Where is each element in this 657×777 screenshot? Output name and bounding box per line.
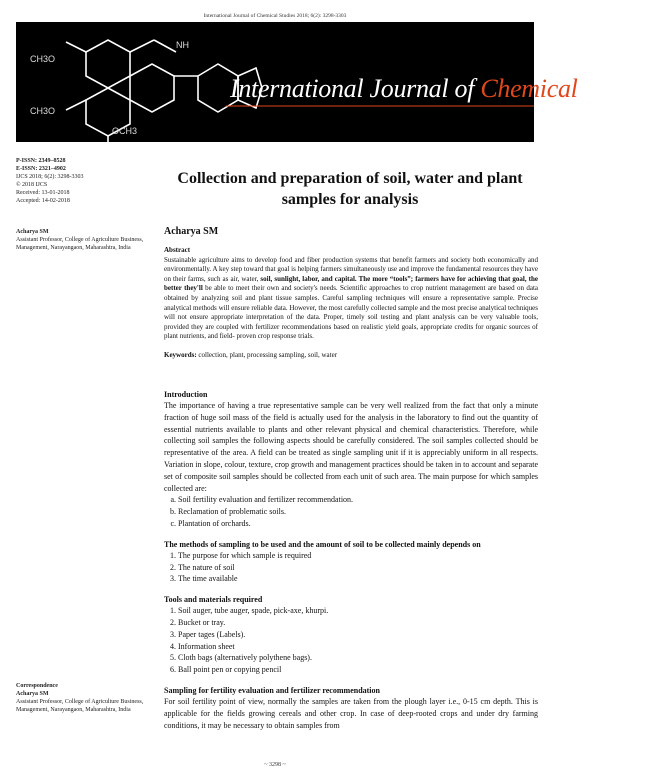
journal-title — [230, 74, 657, 104]
journal-name-part3: Studies — [577, 74, 657, 103]
list-item: 6. Ball point pen or copying pencil — [178, 664, 538, 676]
keywords — [164, 351, 538, 361]
list-item: 1. The purpose for which sample is required — [178, 550, 538, 562]
paper-author: Acharya SM — [164, 226, 219, 237]
list-item: c. Plantation of orchards. — [178, 518, 538, 530]
methods-list — [164, 550, 538, 585]
pissn: P-ISSN: 2349–8528 — [16, 158, 66, 164]
tools-heading: Tools and materials required — [164, 595, 263, 605]
correspondence-block — [16, 682, 146, 714]
list-item: 2. The nature of soil — [178, 562, 538, 574]
correspondence-affiliation: Assistant Professor, College of Agriculture Business, Management, Narayangaon, Maharashtra, India — [16, 699, 144, 713]
left-author-affiliation: Assistant Professor, College of Agriculture Business, Management, Narayangaon, Maharashtra, India — [16, 237, 144, 251]
banner-label-nh: NH — [176, 40, 189, 50]
journal-name-part1: International Journal of — [230, 74, 481, 103]
introduction-heading: Introduction — [164, 390, 208, 399]
methods-heading: The methods of sampling to be used and the amount of soil to be collected mainly depends on — [164, 539, 481, 549]
abstract-heading: Abstract — [164, 246, 191, 254]
list-item: 3. Paper tages (Labels). — [178, 629, 538, 641]
list-item: 4. Information sheet — [178, 641, 538, 653]
journal-banner — [16, 22, 657, 142]
list-item: b. Reclamation of problematic soils. — [178, 506, 538, 518]
journal-name-accent: Chemical — [480, 74, 578, 103]
copyright: © 2018 IJCS — [16, 182, 48, 188]
left-author-block — [16, 228, 146, 252]
eissn: E-ISSN: 2321–4902 — [16, 166, 66, 172]
introduction-text: The importance of having a true representative sample can be very well realized from the fact that only a minute fraction of huge soil mass of the field is actually used for the analysis in the laboratory to find out the quantity of essential nutrients available to plants and other relevant physical and chemical characteristics. Therefore, while collecting soil samples the following aspects should be carefully considered. The soil samples collected should be representative of the area. A field can be treated as single sampling unit if it is appreciably uniform in all respects. Variation in slope, colour, texture, crop growth and management practices should be taken in to account and separate set of composite soil samples should be collected from each unit of such area. The main purpose for which samples collected are: — [164, 401, 538, 493]
banner-label-och3: OCH3 — [112, 126, 138, 136]
abstract-text-2: be able to meet their own and society's needs. Scientific approaches to crop nutrient management are based on data obtained by analyzing soil and plant tissue samples. Careful sampling techniques will ensure a representative sample. Precise analytical methods will ensure reliable data. However, the most carefully collected sample and the most precise analytical techniques will not ensure appropriate interpretation of the data. Proper, timely soil testing and plant analysis can be very valuable tools, provided they are coupled with fertilizer recommendations based on realistic yield goals, appropriate credits for organic sources of plant nutrients, and field- proven crop response trials. — [164, 284, 538, 341]
list-item: a. Soil fertility evaluation and fertilizer recommendation. — [178, 494, 538, 506]
abstract — [164, 246, 538, 361]
left-author-name: Acharya SM — [16, 229, 49, 235]
accepted-date: Accepted: 14-02-2018 — [16, 198, 70, 204]
purpose-list — [164, 494, 538, 529]
tools-list — [164, 605, 538, 676]
keywords-text: collection, plant, processing sampling, soil, water — [196, 350, 338, 359]
received-date: Received: 13-01-2018 — [16, 190, 70, 196]
correspondence-name: Acharya SM — [16, 691, 49, 697]
paper-title: Collection and preparation of soil, water and plant samples for analysis — [177, 170, 523, 208]
article-meta — [16, 157, 146, 205]
list-item: 1. Soil auger, tube auger, spade, pick-axe, khurpi. — [178, 605, 538, 617]
abstract-text-1: Sustainable agriculture aims to develop food and fiber production systems that benefit farmers and society both economically and environmentally. A key step toward that goal is helping farmers simultaneously use and improve the fundamental resources they have on their farms, such as air, water, — [164, 255, 538, 283]
ijcs-citation: IJCS 2018; 6(2): 3298-3303 — [16, 174, 84, 180]
body-column — [164, 390, 538, 731]
list-item: 3. The time available — [178, 573, 538, 585]
list-item: 2. Bucket or tray. — [178, 617, 538, 629]
correspondence-label: Correspondence — [16, 683, 58, 689]
banner-label-ch3o-2: CH3O — [30, 106, 56, 116]
abstract-text-bold: soil, sunlight, labor, and capital. The more “tools”; farmers have for achieving that goal, the better they'll — [164, 274, 539, 293]
fertility-heading: Sampling for fertility evaluation and fertilizer recommendation — [164, 685, 380, 695]
page-number: ~ 3298 ~ — [264, 762, 286, 768]
fertility-text: For soil fertility point of view, normally the samples are taken from the plough layer i.e., 0-15 cm depth. This is applicable for the fields growing cereals and other crop. In case of deep-rooted crops and under dry farming conditions, it may be necessary to obtain samples from — [164, 696, 538, 730]
keywords-label: Keywords: — [164, 350, 197, 359]
banner-label-ch3o-1: CH3O — [30, 54, 56, 64]
running-header: International Journal of Chemical Studies 2018; 6(2): 3298-3303 — [203, 13, 347, 19]
list-item: 5. Cloth bags (alternatively polythene bags). — [178, 652, 538, 664]
